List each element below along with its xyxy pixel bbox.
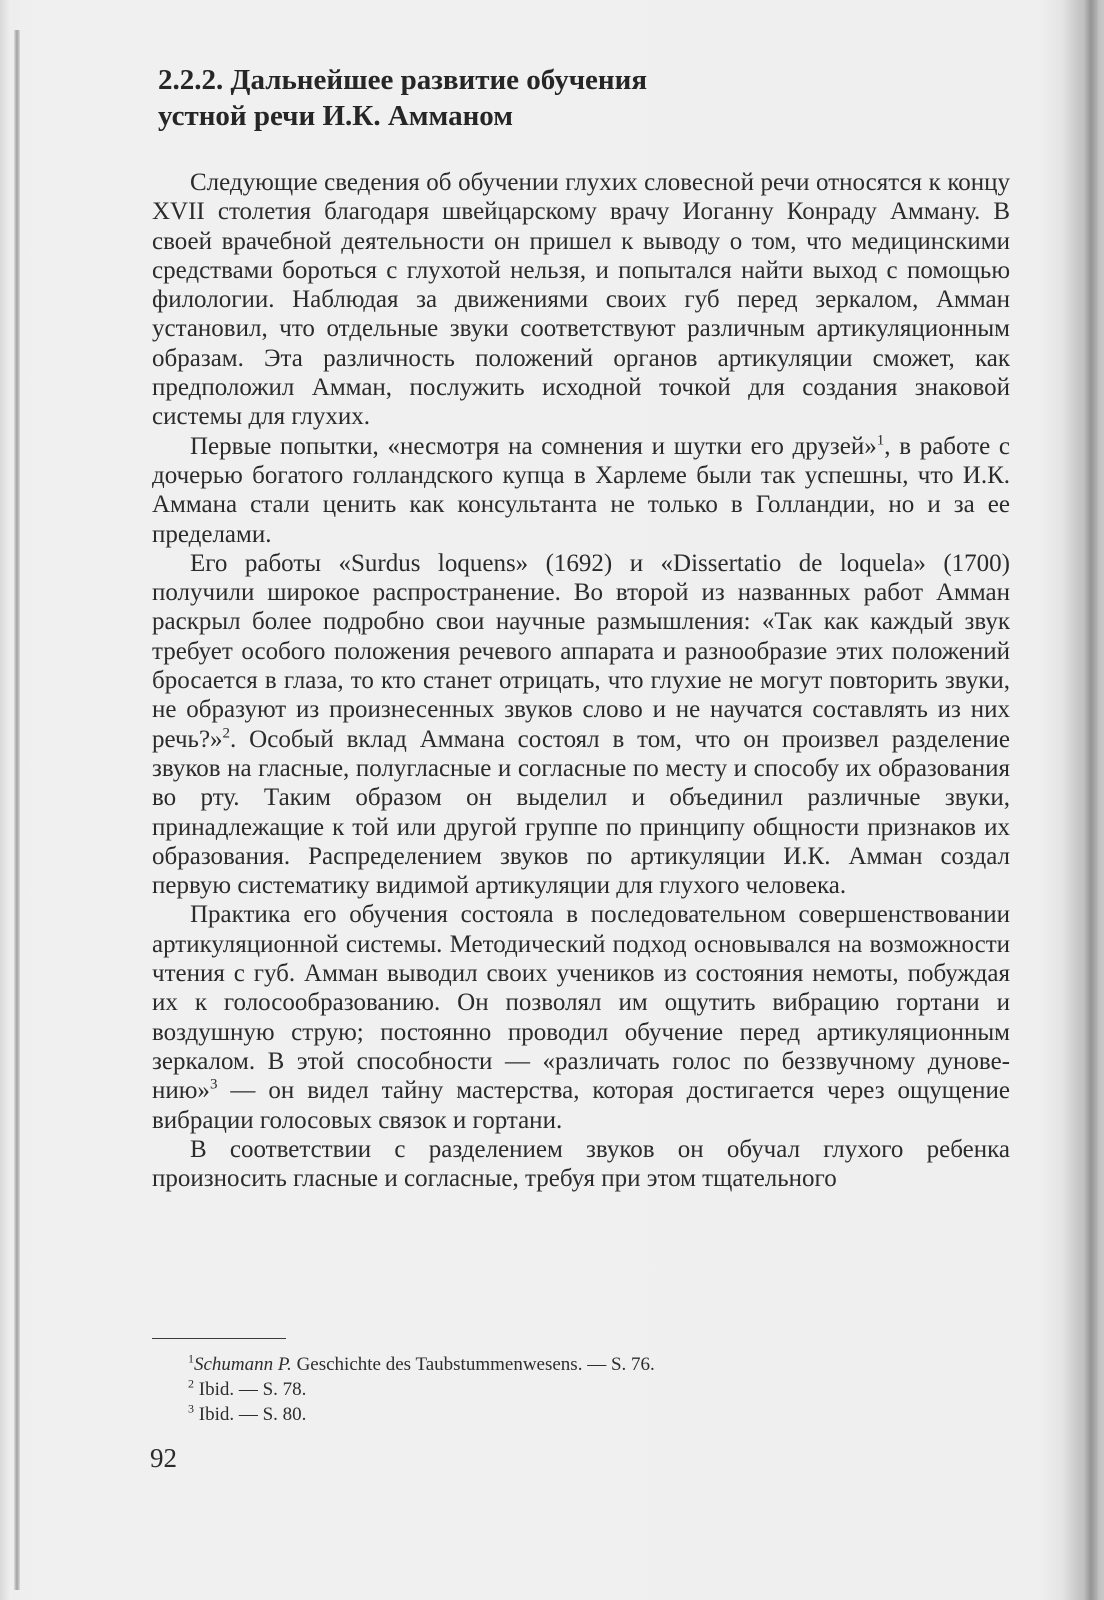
footnote-2-text: Ibid. — S. 78. [194, 1379, 307, 1400]
footnote-3-text: Ibid. — S. 80. [194, 1404, 307, 1425]
footnote-marker-2: 2 [222, 725, 231, 742]
footnote-1 [188, 1352, 988, 1377]
footnote-marker-3: 3 [209, 1076, 218, 1093]
paragraph-4-text-b: — он видел тайну мастерства, которая достигается через ощущение вибрации голосовых связок и гортани. [152, 1077, 1010, 1134]
page-edge-shadow [1084, 0, 1098, 1600]
body-text [152, 168, 1010, 1193]
footnote-1-number: 1 [188, 1351, 194, 1366]
paragraph-5: В соответствии с разделением звуков он обучал глухого ребенка произносить гласные и согласные, требуя при этом тщательного [152, 1135, 1010, 1193]
paragraph-2-text-b: , в работе с дочерью богатого голландского купца в Харлеме были так успешны, что И.К. Аммана стали ценить как консультанта не только в Голландии, но и за ее пределами. [152, 432, 1010, 548]
page-binding-shadow [14, 30, 20, 1590]
paragraph-4-text-a: Практика его обучения состояла в последовательном совершенствовании артикуляционной системы. Методический подход основывался на возможности чтения с губ. Амман выводил своих учеников из состояния немоты, побуждая их к голосообразованию. Он позволял им ощутить вибрацию гортани и воздушную струю; постоянно проводил обучение перед артикуляционным зеркалом. В этой способности — «различать голос по беззвучному дуновению» [152, 901, 1010, 1105]
section-heading-line-1: 2.2.2. Дальнейшее развитие обучения [158, 64, 648, 96]
section-heading-line-2: устной речи И.К. Амманом [158, 100, 513, 132]
paragraph-2-text-a: Первые попытки, «несмотря на сомнения и шутки его друзей» [190, 432, 877, 460]
paragraph-1: Следующие сведения об обучении глухих словесной речи относятся к концу XVII столетия благодаря швейцарскому врачу Иоганну Конраду Амману. В своей врачебной деятельности он пришел к выводу о том, что медицинскими средствами бороться с глухотой нельзя, и попытался найти выход с помощью филологии. Наблюдая за движениями своих губ перед зеркалом, Амман установил, что отдельные звуки соответствуют различным артикуляционным образам. Эта различность положений органов артикуляции сможет, как предположил Амман, послужить исходной точкой для создания знаковой системы для глухих. [152, 169, 1010, 431]
paragraph-3-text-a: Его работы «Surdus loquens» (1692) и «Dissertatio de loquela» (1700) получили широкое распространение. Во второй из названных работ Амман раскрыл более подробно свои научные размышления: «Так как каждый звук требует особого положения речевого аппарата и разнообразие этих положений бросается в глаза, то кто станет отрицать, что глухие не могут повторить звуки, не образуют из произнесенных звуков слово и не научатся составлять из них речь?» [152, 549, 1010, 753]
section-heading [158, 62, 858, 134]
footnote-2 [188, 1377, 988, 1402]
footnote-1-author: Schumann P. [194, 1354, 292, 1375]
footnote-2-number: 2 [188, 1376, 194, 1391]
footnote-marker-1: 1 [876, 432, 885, 449]
paragraph-3 [152, 549, 1010, 901]
footnotes [188, 1352, 988, 1427]
footnote-3 [188, 1402, 988, 1427]
footnote-1-text: Geschichte des Taubstummenwesens. — S. 76. [291, 1354, 655, 1375]
paragraph-4 [152, 900, 1010, 1134]
footnote-3-number: 3 [188, 1401, 194, 1416]
paragraph-2 [152, 432, 1010, 549]
footnote-separator [152, 1338, 286, 1339]
page-number: 92 [150, 1443, 177, 1473]
paragraph-3-text-b: . Особый вклад Аммана состоял в том, что он произвел разделение звуков на гласные, полугласные и согласные по месту и способу их образования во рту. Таким образом он выделил и объединил различные звуки, принадлежащие к той или другой группе по принципу общности признаков их образования. Распределением звуков по артикуляции И.К. Амман создал первую систематику видимой артикуляции для глухого человека. [152, 725, 1010, 900]
